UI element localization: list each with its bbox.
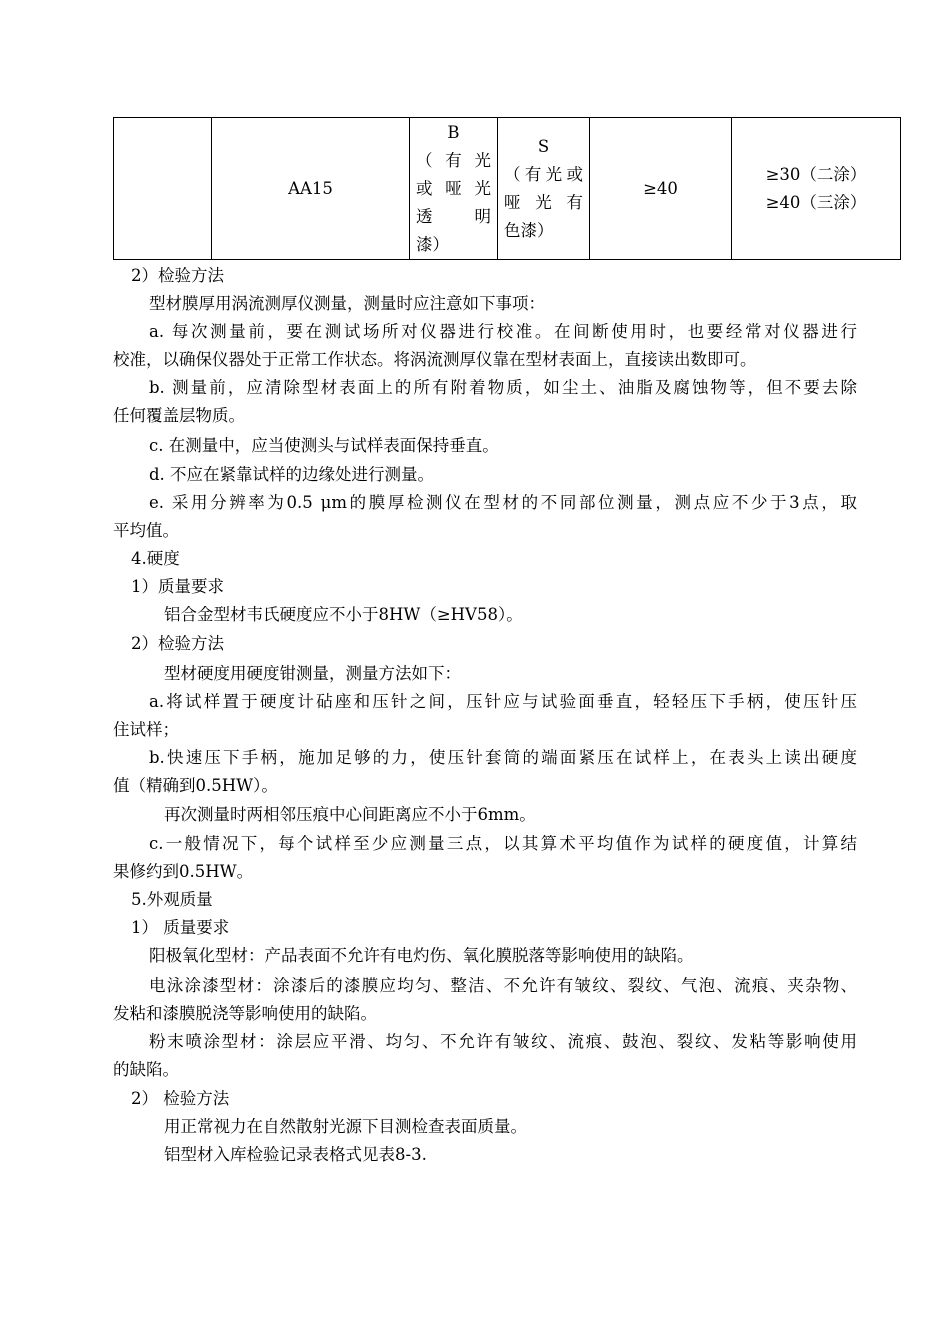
paragraph-line: 值（精确到0.5HW）。	[113, 776, 278, 795]
paragraph-line: 铝合金型材韦氏硬度应不小于8HW（≥HV58）。	[164, 605, 523, 624]
paragraph-line: 任何覆盖层物质。	[113, 406, 245, 425]
paragraph-line: 型材硬度用硬度钳测量，测量方法如下：	[164, 664, 461, 683]
heading-inspection-method: 2）检验方法	[131, 266, 224, 285]
cell-line: B	[447, 122, 460, 142]
cell-line: ≥40（三涂）	[765, 192, 867, 212]
heading-quality-requirement: 1）质量要求	[131, 577, 224, 596]
heading-inspection-method: 2）检验方法	[131, 634, 224, 653]
paragraph-line: 阳极氧化型材：产品表面不允许有电灼伤、氧化膜脱落等影响使用的缺陷。	[149, 946, 694, 965]
paragraph-line: 电泳涂漆型材：涂漆后的漆膜应均匀、整洁、不允许有皱纹、裂纹、气泡、流痕、夹杂物、	[149, 976, 857, 995]
cell-line: 色漆）	[504, 220, 554, 240]
paragraph-line: 再次测量时两相邻压痕中心间距离应不小于6mm。	[164, 805, 536, 824]
heading-quality-requirement: 1） 质量要求	[131, 918, 230, 937]
paragraph-line: 的缺陷。	[113, 1060, 179, 1079]
table-cell-empty	[114, 118, 212, 260]
paragraph-line: 校准，以确保仪器处于正常工作状态。将涡流测厚仪靠在型材表面上，直接读出数即可。	[113, 350, 757, 369]
cell-line: S	[537, 136, 550, 156]
paragraph-line: 铝型材入库检验记录表格式见表8-3.	[164, 1145, 427, 1164]
heading-inspection-method: 2） 检验方法	[131, 1089, 230, 1108]
cell-line: ≥30（二涂）	[765, 164, 867, 184]
table-cell-type-b	[410, 118, 498, 260]
paragraph-line: e. 采用分辨率为0.5 μm的膜厚检测仪在型材的不同部位测量，测点应不少于3点，取	[149, 493, 857, 512]
paragraph-line: 用正常视力在自然散射光源下目测检查表面质量。	[164, 1117, 527, 1136]
paragraph-line: 发粘和漆膜脱浇等影响使用的缺陷。	[113, 1004, 377, 1023]
cell-line: 透明	[416, 206, 491, 226]
paragraph-line: 型材膜厚用涡流测厚仪测量，测量时应注意如下事项：	[149, 294, 545, 313]
paragraph-line: b.快速压下手柄，施加足够的力，使压针套筒的端面紧压在试样上，在表头上读出硬度	[149, 748, 857, 767]
heading-appearance-quality: 5.外观质量	[131, 890, 213, 909]
cell-line: （有光	[416, 150, 491, 170]
paragraph-line: c. 在测量中，应当使测头与试样表面保持垂直。	[149, 436, 499, 455]
cell-line: 哑光有	[504, 192, 583, 212]
paragraph-line: c.一般情况下，每个试样至少应测量三点，以其算术平均值作为试样的硬度值，计算结	[149, 834, 857, 853]
table-row	[114, 118, 901, 260]
cell-line: 或哑光	[416, 178, 491, 198]
paragraph-line: a.将试样置于硬度计砧座和压针之间，压针应与试验面垂直，轻轻压下手柄，使压针压	[149, 692, 857, 711]
table-cell-grade: AA15	[212, 118, 410, 260]
paragraph-line: b. 测量前，应清除型材表面上的所有附着物质，如尘土、油脂及腐蚀物等，但不要去除	[149, 378, 857, 397]
paragraph-line: 粉末喷涂型材：涂层应平滑、均匀、不允许有皱纹、流痕、鼓泡、裂纹、发粘等影响使用	[149, 1032, 857, 1051]
cell-line: 漆）	[416, 234, 449, 254]
coating-thickness-table	[113, 117, 901, 260]
table-cell-coating-thickness	[732, 118, 901, 260]
table-cell-film-thickness: ≥40	[590, 118, 732, 260]
paragraph-line: a. 每次测量前，要在测试场所对仪器进行校准。在间断使用时，也要经常对仪器进行	[149, 322, 857, 341]
paragraph-line: 平均值。	[113, 521, 179, 540]
heading-hardness: 4.硬度	[131, 549, 180, 568]
paragraph-line: d. 不应在紧靠试样的边缘处进行测量。	[149, 465, 435, 484]
paragraph-line: 果修约到0.5HW。	[113, 862, 254, 881]
table-cell-type-s	[498, 118, 590, 260]
paragraph-line: 住试样；	[113, 720, 179, 739]
cell-line: （有光或	[504, 164, 583, 184]
